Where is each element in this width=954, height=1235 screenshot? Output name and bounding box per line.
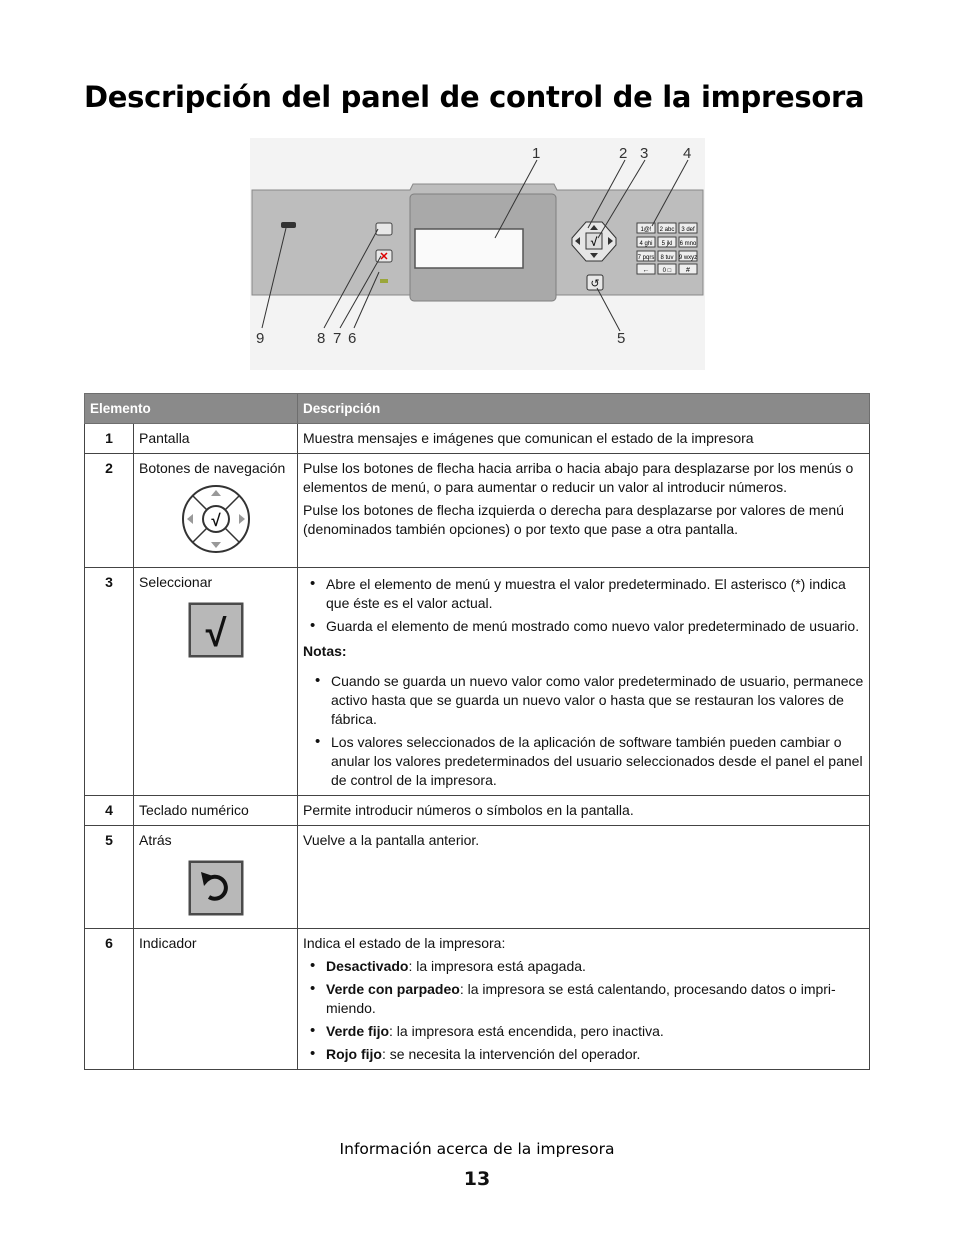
svg-text:√: √ xyxy=(210,511,221,530)
status-text: : la impresora está apagada. xyxy=(408,958,586,974)
svg-text:3 def: 3 def xyxy=(681,227,695,233)
item-number: 4 xyxy=(85,796,134,826)
svg-text:5 jkl: 5 jkl xyxy=(661,241,673,247)
svg-text:2 abc: 2 abc xyxy=(659,227,675,233)
status-list xyxy=(303,957,864,1064)
status-term: Rojo fijo xyxy=(326,1046,382,1062)
item-name: Pantalla xyxy=(134,424,298,454)
svg-text:4 ghi: 4 ghi xyxy=(639,241,653,247)
notes-label: Notas: xyxy=(303,643,347,659)
table-row xyxy=(85,826,870,929)
note-item: • Los valores seleccionados de la aplicación de software también pueden cambiar o anular los valores predeterminados del usuario seleccionados desde el panel el panel de control de la impresora. xyxy=(303,733,864,790)
description-paragraph: Pulse los botones de flecha hacia arriba o hacia abajo para desplazarse por los menús o elementos de menú, o para aumentar o reducir un valor al introducir números. xyxy=(303,460,854,495)
status-item xyxy=(303,1022,864,1041)
status-term: Verde fijo xyxy=(326,1023,390,1039)
callout-8: 8 xyxy=(317,330,326,347)
item-name: Atrás xyxy=(139,832,172,848)
footer-section-title: Información acerca de la impresora xyxy=(339,1140,615,1158)
item-description: Vuelve a la pantalla anterior. xyxy=(298,826,870,929)
element-description-table xyxy=(84,393,870,1070)
power-switch xyxy=(281,222,296,228)
item-description xyxy=(298,568,870,796)
item-number: 5 xyxy=(85,826,134,929)
back-button-icon xyxy=(187,859,245,917)
note-item: • Cuando se guarda un nuevo valor como valor predeterminado de usuario, permanece activo hasta que se guarda un nuevo valor o hasta que se restauran los valores de fábrica. xyxy=(303,672,864,729)
item-name: Botones de navegación xyxy=(139,460,286,476)
item-number: 2 xyxy=(85,454,134,568)
callout-5: 5 xyxy=(617,330,626,347)
svg-text:0 □: 0 □ xyxy=(662,268,672,274)
callout-3: 3 xyxy=(640,145,649,162)
item-description xyxy=(298,454,870,568)
column-header-description: Descripción xyxy=(298,394,870,424)
page-title: Descripción del panel de control de la impresora xyxy=(84,80,865,114)
table-row xyxy=(85,454,870,568)
table-row xyxy=(85,568,870,796)
svg-text:8 tuv: 8 tuv xyxy=(660,255,674,261)
table-header-row xyxy=(85,394,870,424)
svg-text:←: ← xyxy=(642,267,650,274)
item-description: Muestra mensajes e imágenes que comunican el estado de la impresora xyxy=(298,424,870,454)
item-description xyxy=(298,929,870,1070)
bullet-list xyxy=(303,575,864,636)
item-name: Indicador xyxy=(134,929,298,1070)
svg-text:✕: ✕ xyxy=(379,251,389,263)
status-term: Desactivado xyxy=(326,958,409,974)
table-row xyxy=(85,796,870,826)
bullet-item: • Guarda el elemento de menú mostrado como nuevo valor predeterminado de usuario. xyxy=(303,617,864,636)
svg-text:√: √ xyxy=(205,613,226,655)
bullet-item: • Abre el elemento de menú y muestra el valor predeterminado. El asterisco (*) indica que éste es el valor actual. xyxy=(303,575,864,613)
display-screen xyxy=(415,229,523,268)
callout-6: 6 xyxy=(348,330,357,347)
status-item xyxy=(303,957,864,976)
item-number: 6 xyxy=(85,929,134,1070)
navigation-buttons-icon xyxy=(180,483,252,555)
item-name: Seleccionar xyxy=(139,574,213,590)
svg-text:7 pqrs: 7 pqrs xyxy=(637,255,655,261)
callout-2: 2 xyxy=(619,145,628,162)
item-name-cell xyxy=(134,454,298,568)
select-button-icon xyxy=(187,601,245,659)
status-item xyxy=(303,1045,864,1064)
svg-text:1@!: 1@! xyxy=(640,227,652,233)
table-row xyxy=(85,424,870,454)
callout-4: 4 xyxy=(683,145,692,162)
item-name-cell xyxy=(134,826,298,929)
description-intro: Indica el estado de la impresora: xyxy=(303,935,506,951)
status-text: : la impresora está encendida, pero inactiva. xyxy=(389,1023,664,1039)
item-name-cell xyxy=(134,568,298,796)
column-header-item: Elemento xyxy=(85,394,298,424)
svg-text:6 mno: 6 mno xyxy=(679,241,697,247)
callout-1: 1 xyxy=(532,145,541,162)
item-description: Permite introducir números o símbolos en la pantalla. xyxy=(298,796,870,826)
status-text: : se necesita la intervención del operador. xyxy=(382,1046,641,1062)
status-item xyxy=(303,980,864,1018)
svg-text:↺: ↺ xyxy=(590,278,600,290)
notes-list xyxy=(303,672,864,790)
description-paragraph: Pulse los botones de flecha izquierda o derecha para desplazarse por valores de menú (denominados también opciones) o por texto que pase a otra pantalla. xyxy=(303,502,844,537)
callout-7: 7 xyxy=(333,330,342,347)
status-text: : la impresora se está calentando, procesando datos o impri-miendo. xyxy=(326,981,836,1016)
svg-text:9 wxyz: 9 wxyz xyxy=(678,255,698,261)
svg-text:#: # xyxy=(686,267,690,274)
item-number: 1 xyxy=(85,424,134,454)
item-name: Teclado numérico xyxy=(134,796,298,826)
svg-text:√: √ xyxy=(590,235,598,249)
control-panel-figure xyxy=(250,138,705,370)
item-number: 3 xyxy=(85,568,134,796)
menu-key xyxy=(376,223,392,235)
callout-9: 9 xyxy=(256,330,265,347)
table-row xyxy=(85,929,870,1070)
indicator-light xyxy=(380,279,388,283)
status-term: Verde con parpadeo xyxy=(326,981,460,997)
page-number: 13 xyxy=(463,1168,491,1190)
